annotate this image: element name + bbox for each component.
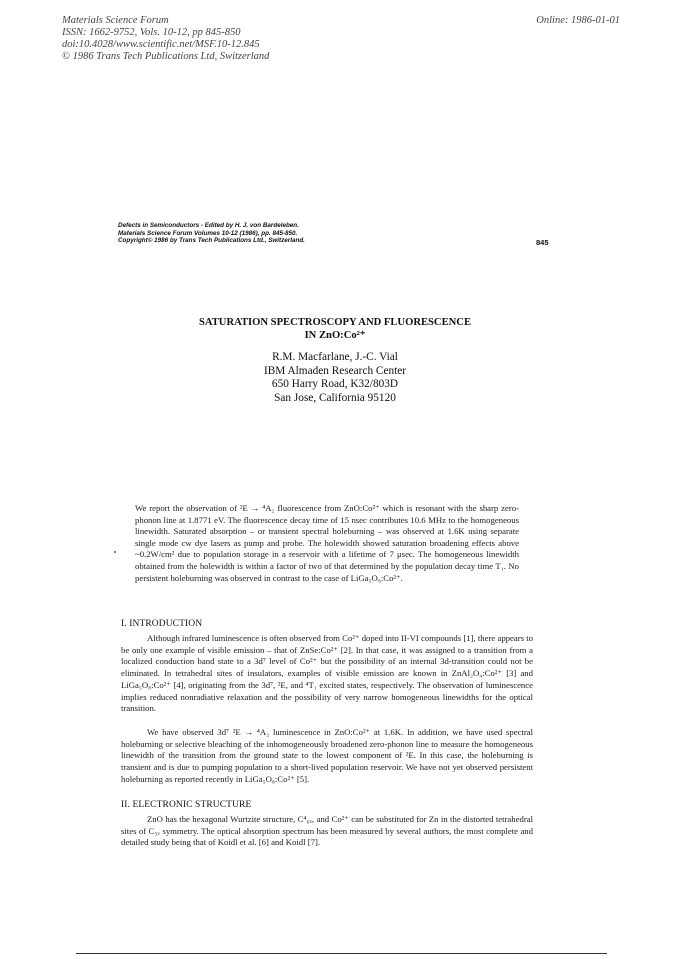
page-number: 845 xyxy=(536,238,549,247)
book-info-line: Materials Science Forum Volumes 10-12 (1986), pp. 845-850. xyxy=(118,229,298,237)
footer-rule xyxy=(76,953,607,954)
section-heading-electronic-structure: II. ELECTRONIC STRUCTURE xyxy=(121,800,252,810)
affiliation: IBM Almaden Research Center xyxy=(263,364,407,377)
author-block xyxy=(190,351,480,405)
book-info-line: Defects in Semiconductors - Edited by H. J. von Bardeleben. xyxy=(118,222,299,229)
book-info-line: Copyright© 1986 by Trans Tech Publications Ltd., Switzerland. xyxy=(118,237,305,244)
author-names: R.M. Macfarlane, J.-C. Vial xyxy=(272,351,398,363)
address-city: San Jose, California 95120 xyxy=(274,391,396,404)
journal-name: Materials Science Forum xyxy=(62,15,169,26)
book-info xyxy=(118,222,305,245)
paper-title: SATURATION SPECTROSCOPY AND FLUORESCENCE xyxy=(198,317,472,328)
journal-header xyxy=(62,15,269,63)
paper-title-line2: IN ZnO:Co²⁺ xyxy=(304,330,366,341)
issn-line: ISSN: 1662-9752, Vols. 10-12, pp 845-850 xyxy=(62,27,241,38)
paragraph: ZnO has the hexagonal Wurtzite structure, C⁴₆ᵥ, and Co²⁺ can be substituted for Zn in the distorted tetrahedral sites of C₃ᵥ symmetry. The optical absorption spectrum has been measured by several authors, the most complete and detailed study being that of Koidl et al. [6] and Koidl [7]. xyxy=(121,814,533,848)
online-date: Online: 1986-01-01 xyxy=(536,15,620,26)
abstract: We report the observation of ²E → ⁴A₂ fluorescence from ZnO:Co²⁺ which is resonant with the sharp zero-phonon line at 1.8771 eV. The fluorescence decay time of 15 nsec contributes 10.6 MHz to the homogeneous linewidth. Saturated absorption – or transient spectral holeburning – was observed at 1.6K using separate single mode cw dye lasers as pump and probe. The holewidth showed saturation broadening effects above ~0.2W/cm² due to population storage in a reservoir with a lifetime of 7 μsec. The homogeneous linewidth obtained from the holewidth is within a factor of two of that determined by the population decay time T₁. No persistent holeburning was observed in contrast to the case of LiGa₅O₈:Co²⁺. xyxy=(135,503,519,583)
margin-mark xyxy=(114,551,116,553)
paragraph: Although infrared luminescence is often observed from Co²⁺ doped into II-VI compounds [1], there appears to be only one example of visible emission – that of ZnSe:Co²⁺ [2]. In that case, it was assigned to a transition from a localized conduction band state to a 3d⁷ level of Co²⁺ but the possibility of an internal 3d-transition could not be eliminated. In tetrahedral sites of insulators, examples of visible emission are known in ZnAl₂O₄:Co²⁺ [3] and LiGa₅O₈:Co²⁺ [4], originating from the 3d⁷, ²E, and ⁴T₁ excited states, respectively. The observation of luminescence implies reduced nonradiative relaxation and the possibility of very narrow homogeneous linewidths for the optical transition. xyxy=(121,633,533,714)
paragraph: We have observed 3d⁷ ²E → ⁴A₂ luminescence in ZnO:Co²⁺ at 1.6K. In addition, we have used spectral holeburning or selective bleaching of the inhomogeneously broadened zero-phonon line to measure the homogeneous linewidth of the transition from the ground state to the lowest component of ²E. In this case, the holeburning is transient and is due to pumping population to a short-lived population reservoir. We have not yet observed persistent holeburning as reported recently in LiGa₅O₈:Co²⁺ [5]. xyxy=(121,727,533,784)
address-street: 650 Harry Road, K32/803D xyxy=(271,378,399,391)
copyright-line: © 1986 Trans Tech Publications Ltd, Switzerland xyxy=(62,51,270,62)
section-heading-introduction: I. INTRODUCTION xyxy=(121,619,203,629)
doi-line[interactable]: doi:10.4028/www.scientific.net/MSF.10-12.845 xyxy=(62,39,260,50)
